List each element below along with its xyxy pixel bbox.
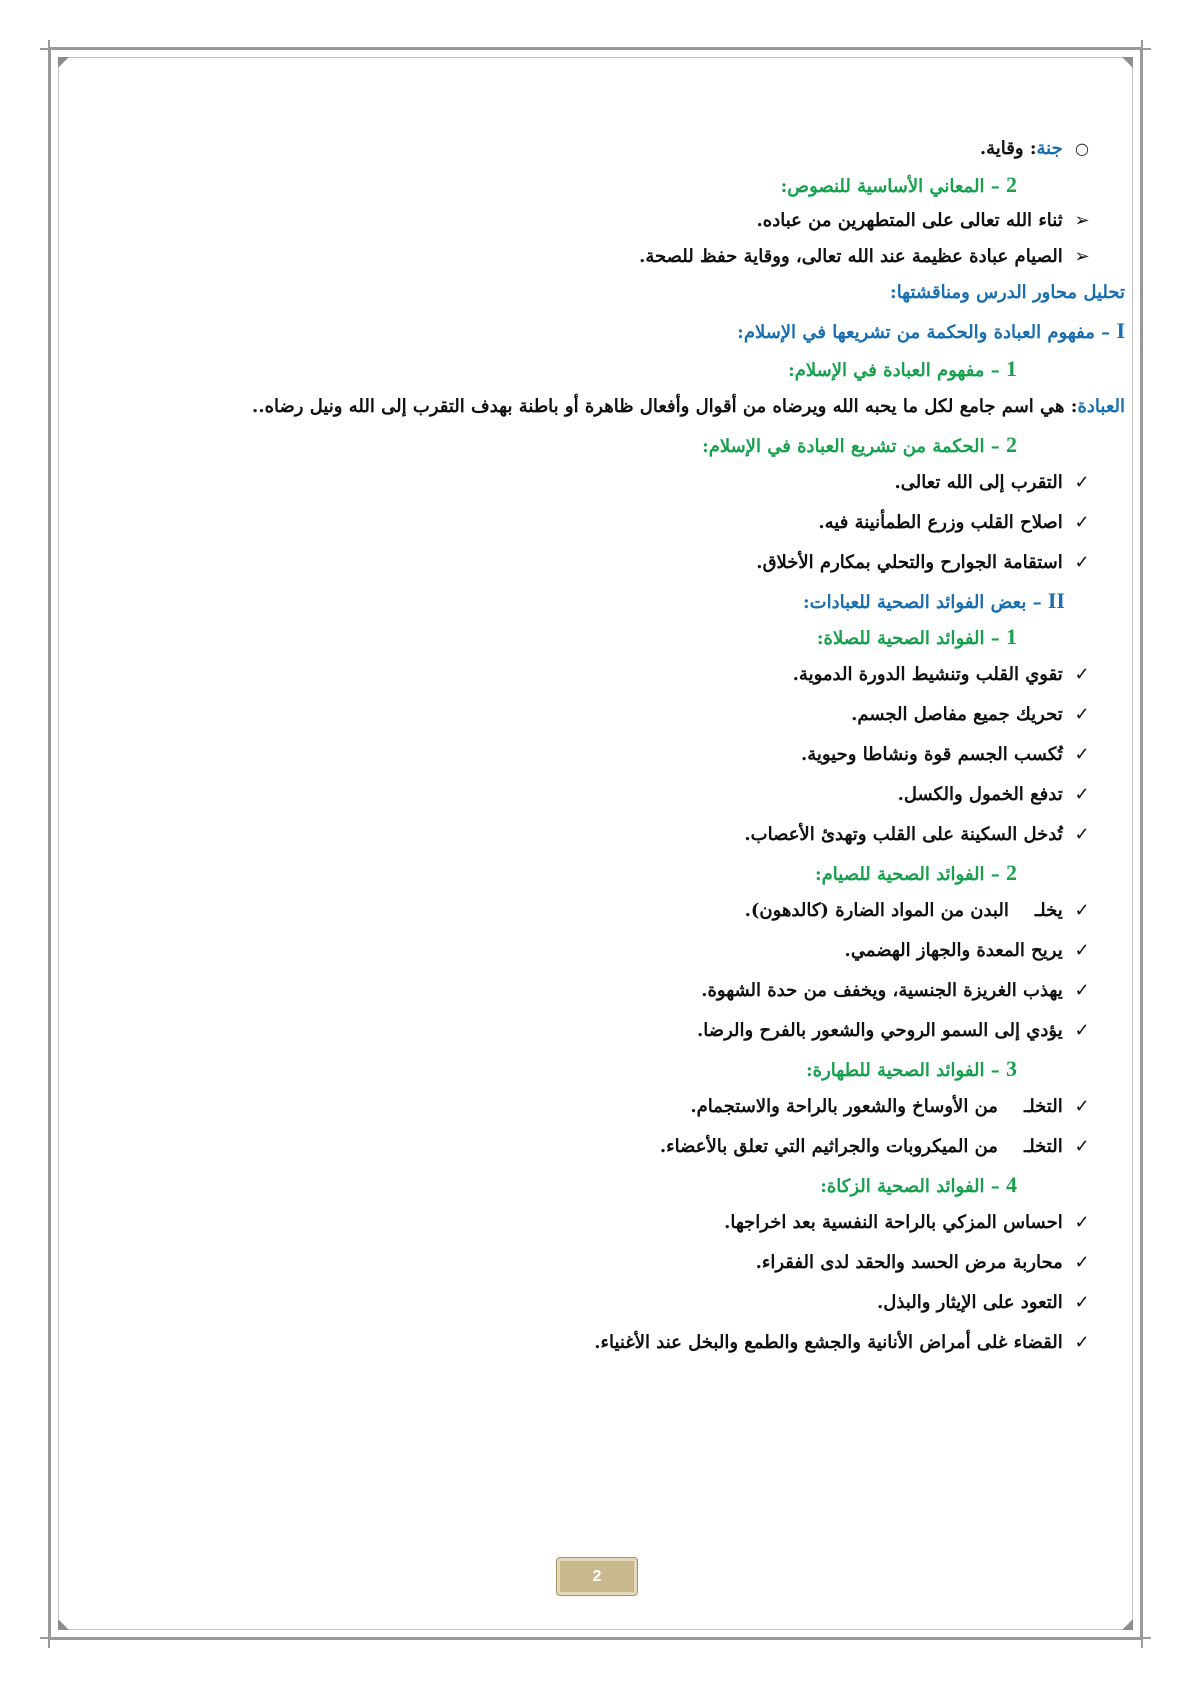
- list-item: [150, 655, 1125, 695]
- corner-ornament: [58, 1619, 69, 1630]
- corner-ornament: [1122, 57, 1133, 68]
- list-item-text: يهذب الغريزة الجنسية، ويخفف من حدة الشهوة.: [701, 980, 1063, 1001]
- list-item: [150, 1087, 1125, 1127]
- list-item-text: التقرب إلى الله تعالى.: [894, 472, 1063, 493]
- list-item-text: ثناء الله تعالى على المتطهرين من عباده.: [756, 210, 1063, 231]
- border-tick: [48, 1636, 50, 1648]
- list-item-text: الصيام عبادة عظيمة عند الله تعالى، ووقاية حفظ للصحة.: [639, 246, 1063, 267]
- checkmark-icon: ✓: [1074, 980, 1090, 1001]
- list-item-text: استقامة الجوارح والتحلي بمكارم الأخلاق.: [756, 552, 1063, 573]
- term: العبادة: [1077, 396, 1125, 417]
- checkmark-icon: ✓: [1074, 472, 1090, 493]
- section-heading: [150, 275, 1125, 311]
- list-item: [150, 971, 1125, 1011]
- subheading: [150, 1167, 1125, 1203]
- roman-numeral: I: [1116, 318, 1125, 343]
- list-item-text: احساس المزكي بالراحة النفسية بعد اخراجها.: [724, 1212, 1063, 1233]
- list-item: [150, 1283, 1125, 1323]
- subheading: [150, 351, 1125, 387]
- arrow-bullet-icon: ➢: [1074, 246, 1090, 267]
- checkmark-icon: ✓: [1074, 1136, 1090, 1157]
- checkmark-icon: ✓: [1074, 900, 1090, 921]
- section-heading: [150, 311, 1125, 351]
- section-heading-text: – مفهوم العبادة والحكمة من تشريعها في الإسلام:: [737, 322, 1111, 343]
- subheading-text: – الفوائد الصحية للصلاة:: [816, 628, 1000, 649]
- section-heading-text: تحليل محاور الدرس ومناقشتها:: [890, 282, 1125, 303]
- list-item: [150, 891, 1125, 931]
- definition-text: : وقاية.: [979, 138, 1037, 159]
- list-item-text: البدن من المواد الضارة (كالدهون).: [744, 900, 1009, 921]
- section-number: 2: [1006, 432, 1017, 457]
- checkmark-icon: ✓: [1074, 940, 1090, 961]
- section-number: 4: [1006, 1172, 1017, 1197]
- list-item: [150, 735, 1125, 775]
- subheading-text: – الفوائد الصحية الزكاة:: [820, 1176, 1000, 1197]
- subheading: [150, 1051, 1125, 1087]
- list-item: [150, 695, 1125, 735]
- list-item-text: تقوي القلب وتنشيط الدورة الدموية.: [792, 664, 1063, 685]
- border-tick: [48, 40, 50, 52]
- list-item-text: تدفع الخمول والكسل.: [897, 784, 1063, 805]
- page-number: 2: [556, 1557, 638, 1596]
- list-item-text: تُدخل السكينة على القلب وتهدئ الأعصاب.: [744, 824, 1063, 845]
- border-tick: [1141, 1636, 1143, 1648]
- list-item: [150, 503, 1125, 543]
- arrow-bullet-icon: ➢: [1074, 210, 1090, 231]
- lesson-content: [150, 131, 1125, 1363]
- checkmark-icon: ✓: [1074, 1292, 1090, 1313]
- checkmark-icon: ✓: [1074, 512, 1090, 533]
- section-number: 2: [1006, 860, 1017, 885]
- roman-numeral: II: [1047, 588, 1065, 613]
- checkmark-icon: ✓: [1074, 744, 1090, 765]
- checkmark-icon: ✓: [1074, 552, 1090, 573]
- subheading-text: – الفوائد الصحية للصيام:: [815, 864, 1000, 885]
- list-item: [150, 1127, 1125, 1167]
- term: جنة: [1036, 138, 1063, 159]
- list-item-prefix: التخلـ: [1023, 1096, 1063, 1117]
- border-tick: [40, 48, 52, 50]
- list-item: [150, 1323, 1125, 1363]
- list-item-text: من الأوساخ والشعور بالراحة والاستجمام.: [690, 1096, 998, 1117]
- checkmark-icon: ✓: [1074, 1020, 1090, 1041]
- section-number: 1: [1006, 624, 1017, 649]
- list-item-text: من الميكروبات والجراثيم التي تعلق بالأعضاء.: [659, 1136, 998, 1157]
- section-heading-text: – بعض الفوائد الصحية للعبادات:: [802, 592, 1042, 613]
- border-tick: [40, 1637, 52, 1639]
- list-item-prefix: التخلـ: [1023, 1136, 1063, 1157]
- list-item-text: يريح المعدة والجهاز الهضمي.: [844, 940, 1063, 961]
- list-item: [150, 239, 1125, 275]
- list-item-text: تحريك جميع مفاصل الجسم.: [851, 704, 1063, 725]
- list-item: [150, 815, 1125, 855]
- section-heading: [150, 583, 1125, 619]
- list-item: [150, 543, 1125, 583]
- subheading: [150, 167, 1125, 203]
- border-tick: [1141, 40, 1143, 52]
- subheading: [150, 427, 1125, 463]
- checkmark-icon: ✓: [1074, 824, 1090, 845]
- corner-ornament: [58, 57, 69, 68]
- list-item: [150, 931, 1125, 971]
- section-number: 1: [1006, 356, 1017, 381]
- list-item-text: القضاء غلى أمراض الأنانية والجشع والطمع والبخل عند الأغنياء.: [594, 1332, 1063, 1353]
- list-item-text: محاربة مرض الحسد والحقد لدى الفقراء.: [755, 1252, 1063, 1273]
- checkmark-icon: ✓: [1074, 664, 1090, 685]
- list-item: [150, 463, 1125, 503]
- subheading: [150, 855, 1125, 891]
- subheading-text: – المعاني الأساسية للنصوص:: [780, 176, 1000, 197]
- definition-line: [150, 387, 1125, 427]
- checkmark-icon: ✓: [1074, 1212, 1090, 1233]
- list-item-text: التعود على الإيثار والبذل.: [877, 1292, 1063, 1313]
- checkmark-icon: ✓: [1074, 704, 1090, 725]
- list-item: [150, 1243, 1125, 1283]
- definition-text: : هي اسم جامع لكل ما يحبه الله ويرضاه من أقوال وأفعال ظاهرة أو باطنة بهدف التقرب إلى الله ونيل رضاه..: [252, 396, 1078, 417]
- list-item: [150, 1203, 1125, 1243]
- checkmark-icon: ✓: [1074, 784, 1090, 805]
- subheading-text: – الفوائد الصحية للطهارة:: [806, 1060, 1000, 1081]
- checkmark-icon: ✓: [1074, 1332, 1090, 1353]
- list-item-text: اصلاح القلب وزرع الطمأنينة فيه.: [818, 512, 1063, 533]
- checkmark-icon: ✓: [1074, 1096, 1090, 1117]
- section-number: 2: [1006, 172, 1017, 197]
- list-item-text: تُكسب الجسم قوة ونشاطا وحيوية.: [800, 744, 1063, 765]
- circle-bullet-icon: ○: [1075, 139, 1089, 158]
- subheading-text: – الحكمة من تشريع العبادة في الإسلام:: [702, 436, 1000, 457]
- definition-line: [150, 131, 1125, 167]
- list-item: [150, 203, 1125, 239]
- checkmark-icon: ✓: [1074, 1252, 1090, 1273]
- subheading: [150, 619, 1125, 655]
- section-number: 3: [1006, 1056, 1017, 1081]
- list-item: [150, 775, 1125, 815]
- list-item-prefix: يخلـ: [1034, 900, 1063, 921]
- list-item: [150, 1011, 1125, 1051]
- list-item-text: يؤدي إلى السمو الروحي والشعور بالفرح والرضا.: [697, 1020, 1063, 1041]
- corner-ornament: [1122, 1619, 1133, 1630]
- subheading-text: – مفهوم العبادة في الإسلام:: [788, 360, 1000, 381]
